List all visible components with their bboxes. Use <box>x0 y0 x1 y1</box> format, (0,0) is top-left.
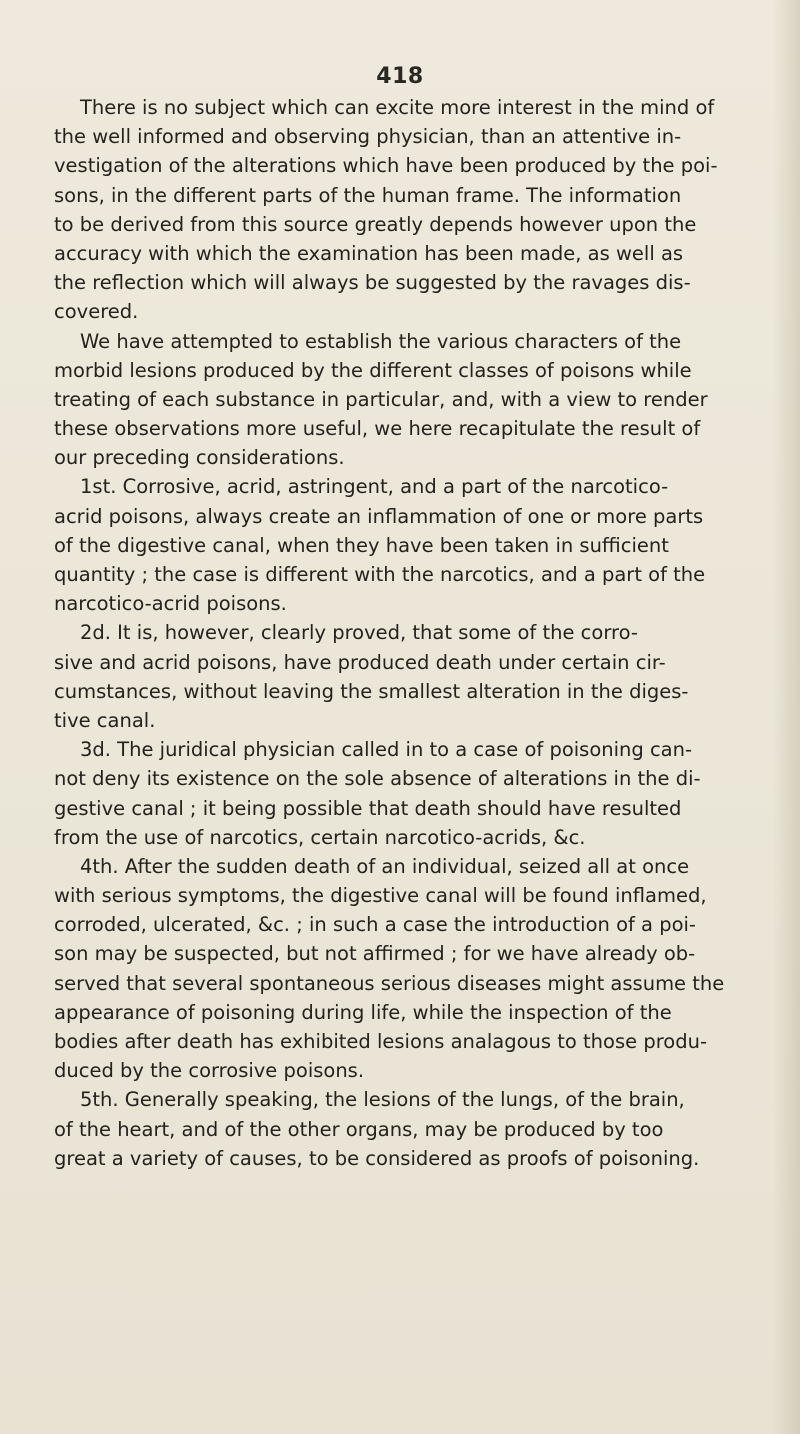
text-line: corroded, ulcerated, &c. ; in such a case the introduction of a poi- <box>54 913 696 937</box>
text-line: these observations more useful, we here recapitulate the result of <box>54 417 701 441</box>
text-line: sive and acrid poisons, have produced death under certain cir- <box>54 650 666 674</box>
text-line: son may be suspected, but not affirmed ; for we have already ob- <box>54 942 696 966</box>
text-line: acrid poisons, always create an inflammation of one or more parts <box>54 504 704 528</box>
text-line: morbid lesions produced by the different classes of poisons while <box>54 358 692 382</box>
text-line: duced by the corrosive poisons. <box>54 1059 365 1083</box>
text-line: 3d. The juridical physician called in to a case of poisoning can- <box>80 738 693 762</box>
text-line: covered. <box>54 300 139 324</box>
page-number: 418 <box>376 64 424 89</box>
text-line: treating of each substance in particular, and, with a view to render <box>54 387 708 411</box>
text-line: the well informed and observing physician, than an attentive in- <box>54 125 682 149</box>
text-line: our preceding considerations. <box>54 446 345 470</box>
text-line: 5th. Generally speaking, the lesions of the lungs, of the brain, <box>80 1088 685 1112</box>
text-line: of the heart, and of the other organs, may be produced by too <box>54 1117 664 1141</box>
text-line: from the use of narcotics, certain narcotico-acrids, &c. <box>54 825 586 849</box>
text-line: of the digestive canal, when they have been taken in sufficient <box>54 533 669 557</box>
body-text <box>54 93 800 1173</box>
text-line: served that several spontaneous serious diseases might assume the <box>54 971 725 995</box>
text-line: narcotico-acrid poisons. <box>54 592 287 616</box>
text-line: 1st. Corrosive, acrid, astringent, and a part of the narcotico- <box>80 475 669 499</box>
text-line: accuracy with which the examination has been made, as well as <box>54 241 684 265</box>
text-line: appearance of poisoning during life, while the inspection of the <box>54 1000 672 1024</box>
text-line: quantity ; the case is different with the narcotics, and a part of the <box>54 563 706 586</box>
text-line: bodies after death has exhibited lesions analagous to those produ- <box>54 1030 707 1053</box>
text-line: 4th. After the sudden death of an individual, seized all at once <box>80 854 690 878</box>
text-line: not deny its existence on the sole absence of alterations in the di- <box>54 767 701 791</box>
text-line: vestigation of the alterations which have been produced by the poi- <box>54 154 718 178</box>
text-line: sons, in the different parts of the human frame. The information <box>54 183 682 207</box>
text-line: gestive canal ; it being possible that death should have resulted <box>54 796 682 820</box>
text-line: to be derived from this source greatly depends however upon the <box>54 212 697 236</box>
text-line: There is no subject which can excite more interest in the mind of <box>80 96 715 119</box>
text-line: tive canal. <box>54 708 156 732</box>
text-line: with serious symptoms, the digestive canal will be found inflamed, <box>54 884 707 908</box>
text-line: the reflection which will always be suggested by the ravages dis- <box>54 271 691 295</box>
text-line: great a variety of causes, to be considered as proofs of poisoning. <box>54 1146 700 1170</box>
text-line: We have attempted to establish the various characters of the <box>80 329 682 353</box>
text-line: cumstances, without leaving the smallest alteration in the diges- <box>54 679 689 703</box>
text-line: 2d. It is, however, clearly proved, that some of the corro- <box>80 621 638 645</box>
